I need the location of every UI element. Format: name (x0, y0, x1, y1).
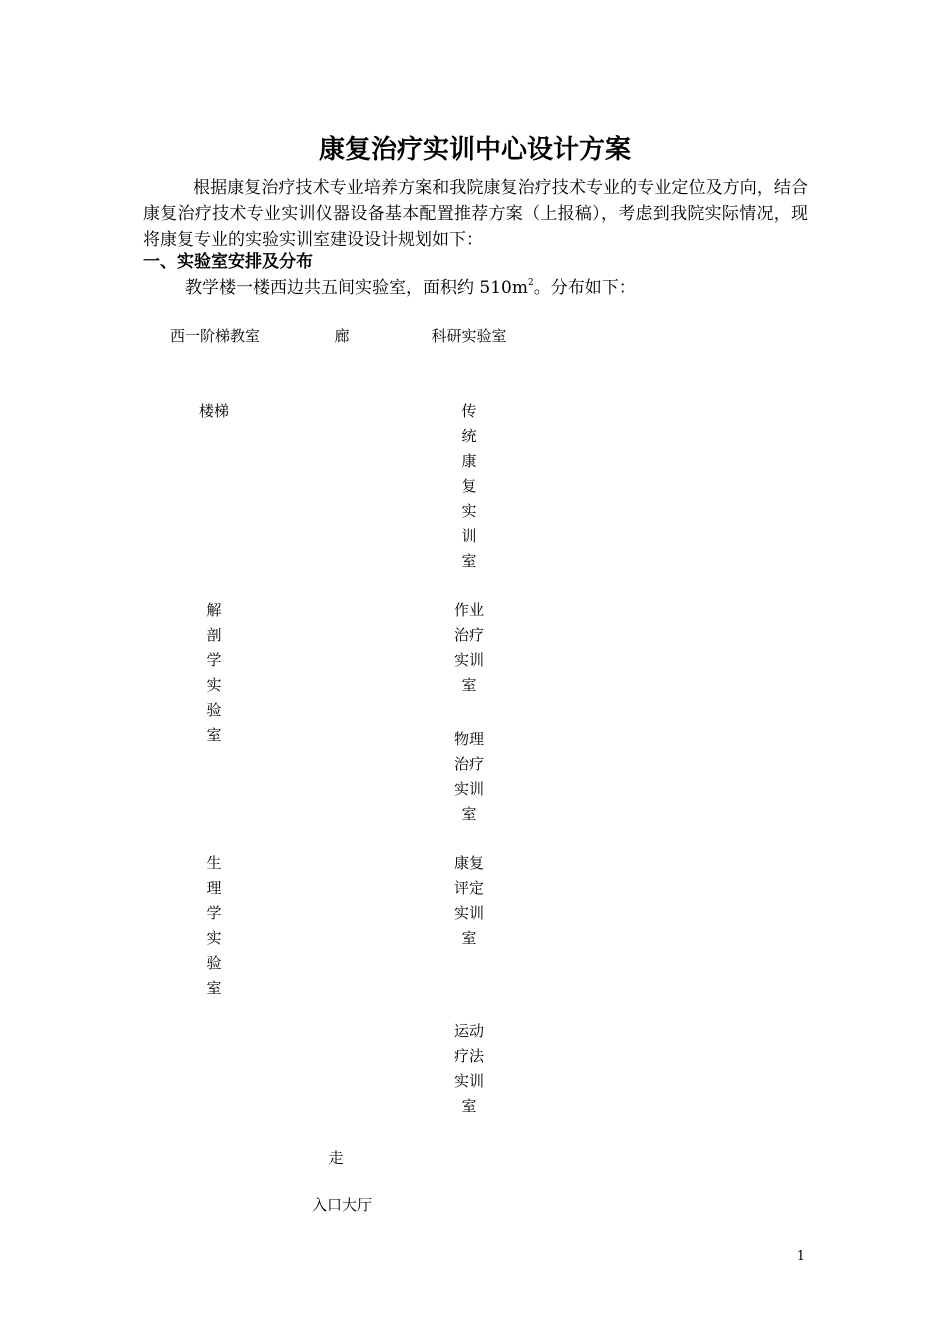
corridor-label-bottom: 走 (328, 1149, 344, 1167)
section-heading-1: 一、实验室安排及分布 (143, 252, 313, 272)
room-occupational-therapy: 作业 治疗 实训 室 (453, 601, 484, 694)
intro-paragraph: 根据康复治疗技术专业培养方案和我院康复治疗技术专业的专业定位及方向，结合康复治疗技术专业实训仪器设备基本配置推荐方案（上报稿），考虑到我院实际情况，现将康复专业的实验实训室建设设计规划如下： (143, 178, 808, 250)
document-title: 康复治疗实训中心设计方案 (318, 135, 631, 165)
room-west-classroom: 西一阶梯教室 (169, 327, 260, 345)
room-rehab-assessment: 康复 评定 实训 室 (453, 854, 484, 947)
area-superscript: 2 (527, 278, 534, 288)
room-research-lab: 科研实验室 (431, 327, 507, 345)
room-physical-therapy: 物理 治疗 实训 室 (453, 730, 484, 823)
layout-description (185, 275, 636, 301)
room-anatomy-lab: 解 剖 学 实 验 室 (206, 601, 222, 744)
room-physiology-lab: 生 理 学 实 验 室 (206, 854, 222, 997)
stairs-label: 楼梯 (198, 402, 229, 420)
corridor-label-top: 廊 (334, 327, 350, 345)
entrance-hall-label: 入口大厅 (311, 1196, 372, 1214)
layout-description-text: 教学楼一楼西边共五间实验室，面积约 510m (185, 278, 528, 298)
layout-description-suffix: 。分布如下： (533, 278, 636, 298)
room-exercise-therapy: 运动 疗法 实训 室 (453, 1022, 484, 1115)
page-number: 1 (796, 1249, 805, 1264)
room-traditional-rehab: 传 统 康 复 实 训 室 (461, 402, 477, 570)
